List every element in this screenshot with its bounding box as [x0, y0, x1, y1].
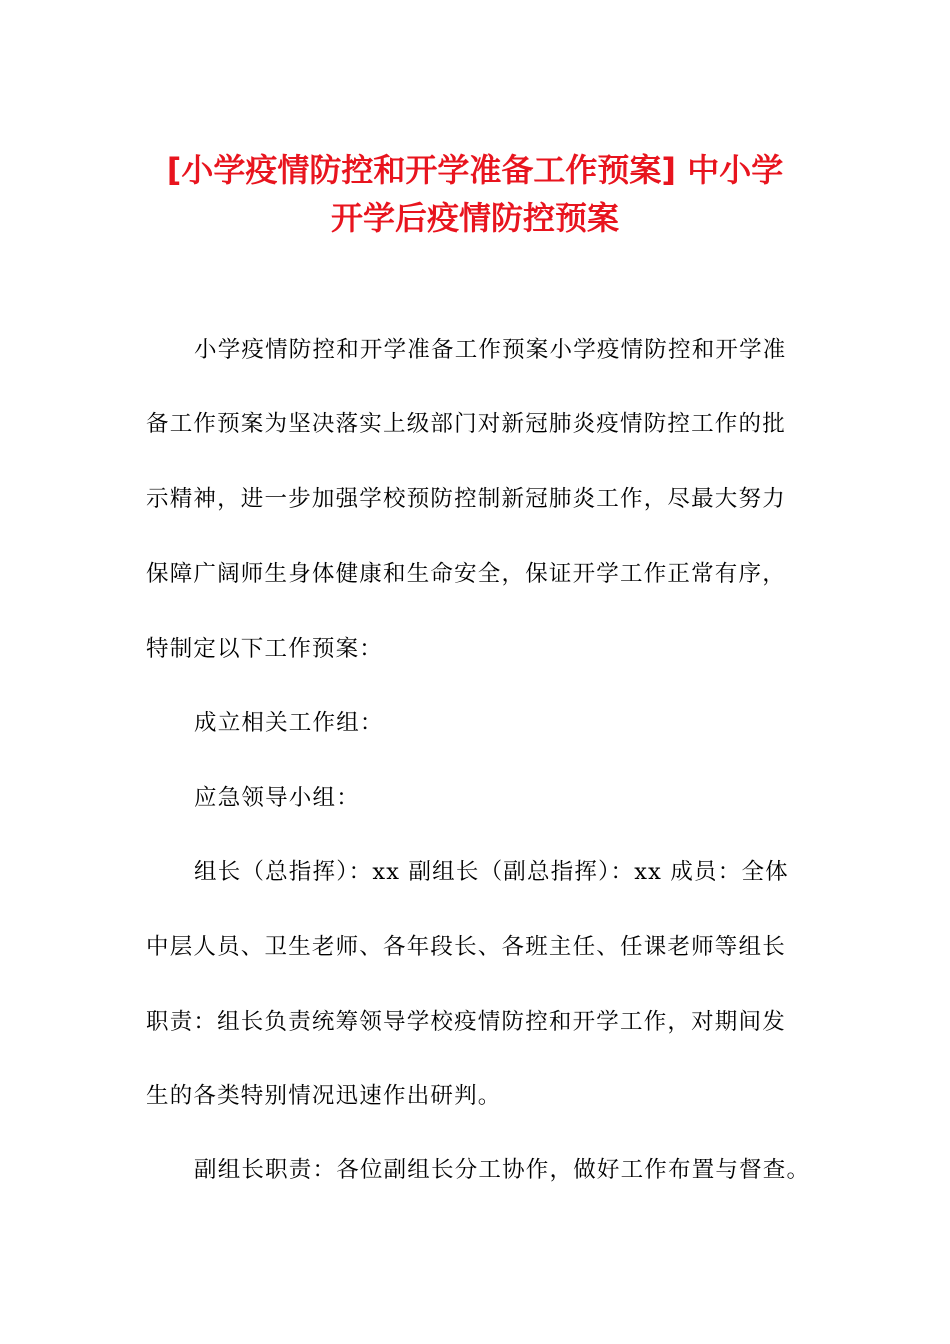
- paragraph-line: 备工作预案为坚决落实上级部门对新冠肺炎疫情防控工作的批: [146, 411, 786, 437]
- paragraph-line: 特制定以下工作预案：: [146, 636, 384, 662]
- paragraph-line: 应急领导小组：: [194, 785, 360, 811]
- paragraph-line: 保障广阔师生身体健康和生命安全，保证开学工作正常有序，: [146, 561, 786, 587]
- document-title-line-1: [小学疫情防控和开学准备工作预案] 中小学: [166, 151, 784, 189]
- paragraph-line: 生的各类特别情况迅速作出研判。: [146, 1083, 502, 1109]
- document-title-line-2: 开学后疫情防控预案: [330, 199, 619, 237]
- paragraph-line: 组长（总指挥）：xx 副组长（副总指挥）：xx 成员：全体: [194, 859, 789, 885]
- paragraph-line: 成立相关工作组：: [194, 710, 384, 736]
- paragraph-line: 示精神，进一步加强学校预防控制新冠肺炎工作，尽最大努力: [146, 486, 786, 512]
- paragraph-line: 中层人员、卫生老师、各年段长、各班主任、任课老师等组长: [146, 934, 786, 960]
- paragraph-line: 职责：组长负责统筹领导学校疫情防控和开学工作，对期间发: [146, 1009, 786, 1035]
- paragraph-line: 小学疫情防控和开学准备工作预案小学疫情防控和开学准: [194, 337, 787, 363]
- paragraph-line: 副组长职责：各位副组长分工协作，做好工作布置与督查。: [194, 1157, 811, 1183]
